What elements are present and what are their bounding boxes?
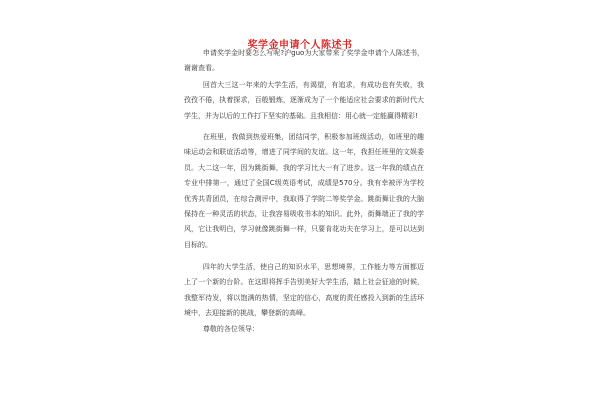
paragraph-class-activities: 在班里，我做到热爱班集，团结同学，积极参加班级活动，如班里的趣味运动会和联谊活动等，增进了同学间的友谊。这一年，我担任班里的文娱委员。大二这一年，因为跳街舞，我的学习比大一有了进步。这一年我的绩点在专业中排第一，通过了全国C级英语考试，成绩是570分。我有幸被评为学校优秀共青团员，在综合测评中，我取得了学院二等奖学金。跳街舞让我的大脑保持在一种灵活的状态，让我容易吸收书本的知识。此外，街舞端正了我的学风，它让我明白，学习就像跳街舞一样，只要肯花功夫在学习上，是可以达到目标的。 (184, 133, 424, 249)
paragraph-university-life: 四年的大学生活，使自己的知识水平，思想境界，工作能力等方面都迈上了一个新的台阶。在这即将挥手告别美好大学生活，踏上社会征途的时候，我整军待发，将以饱满的热情，坚定的信心，高度的责任感投入到新的生活环境中，去迎接新的挑战，攀登新的高峰。 (184, 263, 424, 318)
paragraph-review: 回首大三这一年来的大学生活，有渴望，有追求，有成功也有失败，我孜孜不倦，执着探求，百般锻炼，逐渐成为了一个能适应社会要求的新时代大学生，并为以后的工作打下坚实的基础。且我相信：用心就一定能赢得精彩! (184, 81, 424, 120)
paragraph-salutation: 尊敬的各位领导： (202, 325, 259, 333)
paragraph-intro: 申请奖学金时要怎么写呢?沪guo为大家带来了奖学金申请个人陈述书，谢谢查看。 (184, 49, 424, 73)
document-title: 奖学金申请个人陈述书 (247, 40, 353, 51)
